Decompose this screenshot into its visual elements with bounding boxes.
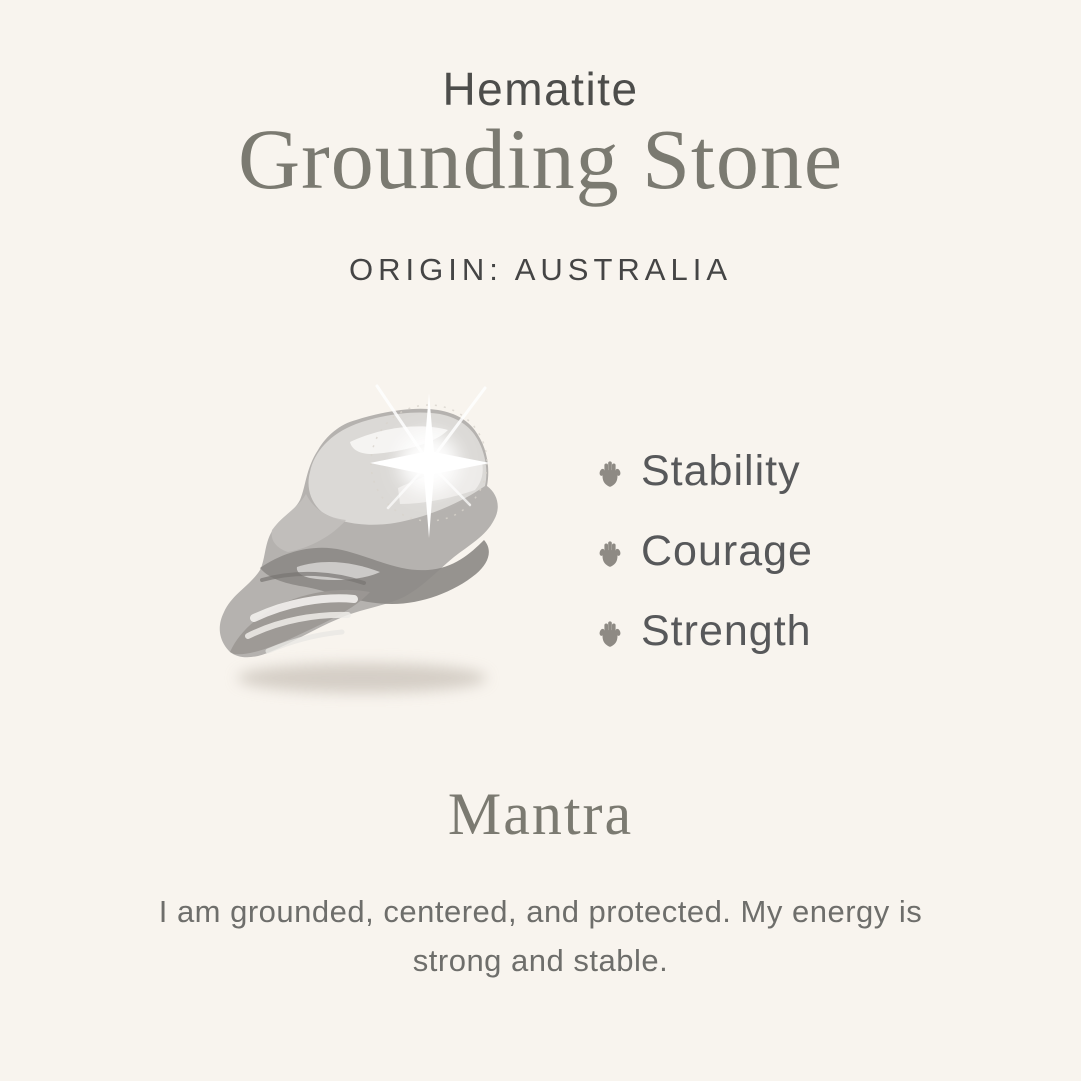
- property-item-courage: [598, 526, 813, 576]
- property-label: Courage: [641, 526, 813, 575]
- stone-illustration: [202, 390, 532, 705]
- mantra-text: I am grounded, centered, and protected. My energy is strong and stable.: [158, 894, 923, 978]
- hamsa-icon: [598, 620, 622, 648]
- stone-shadow: [237, 663, 487, 693]
- mantra-heading: Mantra: [447, 781, 634, 847]
- hamsa-icon: [598, 460, 622, 488]
- properties-list: [598, 446, 813, 686]
- stone-name: Hematite: [442, 63, 639, 115]
- property-label: Strength: [641, 606, 812, 655]
- property-label: Stability: [641, 446, 801, 495]
- page-title: Grounding Stone: [237, 111, 844, 207]
- stone-watercolor-svg: [202, 390, 532, 705]
- origin-label: ORIGIN: AUSTRALIA: [348, 252, 732, 287]
- property-item-stability: [598, 446, 813, 496]
- property-item-strength: [598, 606, 813, 656]
- hamsa-icon: [598, 540, 622, 568]
